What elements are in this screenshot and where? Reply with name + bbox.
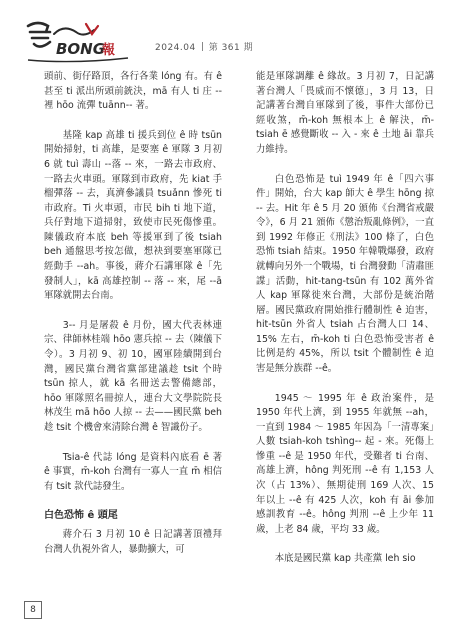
right-paragraph-1: 能是軍隊調離 ê 緣故。3 月初 7，日記講著台灣人「畏威而不懷德」，3 月 13，日記講著台灣自軍隊到了後，事件大部份已經收煞，m̄-koh 無根本上 ê 解決，m̄-tsiah ē 感覺斷收 -- 入 - 來 ê 土地 āi 靠兵力維持。 [256,71,434,155]
issue-info [155,40,253,53]
section-heading: 白色恐怖 ê 頭尾 [44,510,118,522]
left-paragraph-4: Tsia-ê 代誌 lóng 是資料內底看 ē 著 ê 事實，m̄-koh 台灣有一寡人一直 m̄ 相信有 tsit 款代誌發生。 [44,451,222,492]
svg-text:報: 報 [102,43,116,58]
issue-number: 第 361 期 [208,43,254,53]
page-header [0,0,453,70]
left-column [44,70,222,572]
left-paragraph-5: 蔣介石 3 月初 10 ê 日記講著頂禮拜台灣人仇視外省人，暴動擴大，可 [44,528,222,555]
svg-text:BONG: BONG [56,40,106,58]
right-column [256,70,434,582]
issue-separator [202,42,203,51]
bong-news-logo [24,20,132,64]
right-paragraph-3: 1945 ～ 1995 年 ê 政治案件，是 1950 年代上濟，到 1955 年就無 --ah，一直到 1984 ～ 1985 年因為「一清專案」人數 tsiah-koh tshìng-- 起 - 來。死傷上慘重 --ê 是 1950 年代，受難者 ti 台南、高雄上濟，hông 判死刑 --ê 有 1,153 人次（占 13%）、無期徒刑 169 人次、15 年以上 --ê 有 425 人次，koh 有 āi 參加感訓教育 --ê。hông 判刑 --ê 上少年 11 歲，上老 84 歲，平均 33 歲。 [256,392,434,535]
right-paragraph-4: 本底是國民黨 kap 共產黨 leh sio [274,553,416,565]
page-number: 8 [24,601,42,619]
left-paragraph-3: 3-- 月是屠殺 ê 月份，國大代表林連宗、律師林桂端 hōo 憲兵掠 -- 去（陳儀下令）。3 月初 9、初 10，國軍陸續開到台灣，國民黨台灣省黨部建議趁 tsit 个時 tsūn 掠人，就 kā 名冊送去警備總部，hōo 軍隊照名冊掠人，連台大文學院院長林茂生 mā hōo 人掠 -- 去——國民黨 beh 趁 tsit 个機會來清除台灣 ê 智識份子。 [44,319,222,433]
issue-date: 2024.04 [155,43,196,53]
right-paragraph-2: 白色恐怖是 tuì 1949 年 ê「四六事件」開始，台大 kap 師大 ê 學生 hōng 掠 -- 去。Hit 年 ê 5 月 20 頒佈《台灣省戒嚴令》，6 月 21 頒佈《懲治叛亂條例》，一直到 1992 年修正《刑法》100 條了，白色恐怖 tsiah 結束。1950 年韓戰爆發，政府就轉向另外一个戰場，ti 台灣發動「清肅匪諜」活動，hit-tang-tsūn 有 102 萬外省人 kap 軍隊徙來台灣，大部份是統治階層。國民黨政府開始推行體制性 ê 迫害，hit-tsūn 外省人 tsiah 占台灣人口 14、15% 左右，m̄-koh ti 白色恐怖受害者 ê 比例是約 45%，所以 tsit 个體制性 ê 迫害是無分族群 --ê。 [256,173,435,374]
left-paragraph-2: 基隆 kap 高雄 ti 援兵到位 ê 時 tsūn 開始掃射，ti 高雄，是要塞 ê 軍隊 3 月初 6 就 tuì 壽山 --落 -- 來，一路去市政府、一路去火車頭。軍隊到市政府，先 kiat 手榴彈落 -- 去，真濟參議員 tsuǎnn 慘死 ti 市政府。Ti 火車頭，市民 bih ti 地下道，兵仔對地下道掃射，致使市民死傷慘重。陳儀政府本底 beh 等援軍到了後 tsiah beh 通盤思考按怎做，想袂到要塞軍隊已經動手 --ah。事後，蔣介石講軍隊 ê「先發制人」，kā 高雄控制 -- 落 -- 來，尾 --ā 軍隊就開去台南。 [44,129,222,302]
left-paragraph-1: 頭前、街仔路頂，各行各業 lóng 有。有 ê 甚至 ti 派出所頭前銃決，mā 有人 ti 庄 -- 裡 hōo 流彈 tuānn-- 著。 [44,71,222,112]
